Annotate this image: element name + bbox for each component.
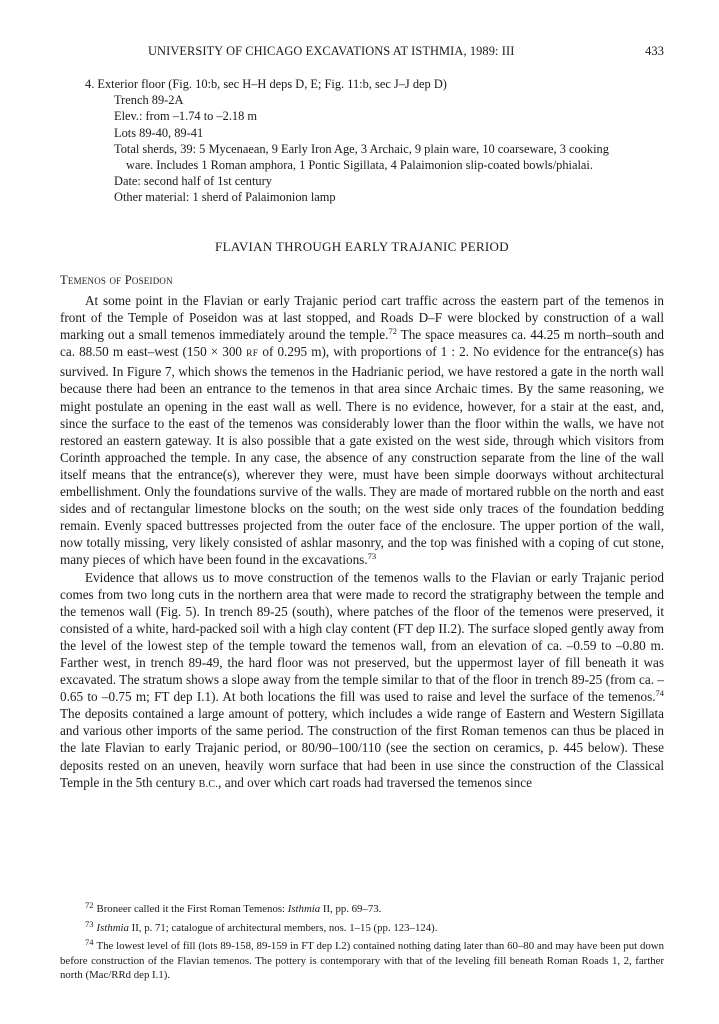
paragraph-2-part-b: The deposits contained a large amount of pottery, which includes a wide range of Eastern and Western Sigillata and various other imports of the same period. The construction of the first Roman temenos can thus be placed in the late Flavian to early Trajanic period, or 80/90–100/110 (see the section on ceramics, p. 445 below). These deposits rested on an uneven, heavily worn surface that had been in use since the construction of the Classical Temple in the 5th century xyxy=(60,706,664,790)
paragraph-2-part-c: , and over which cart roads had traversed the temenos since xyxy=(218,774,532,790)
footnotes xyxy=(60,898,664,983)
entry-lots: Lots 89-40, 89-41 xyxy=(114,125,204,140)
footnote-text: Broneer called it the First Roman Temenos: xyxy=(96,903,288,915)
rf-abbrev: RF xyxy=(246,349,259,360)
footnote-ref-74[interactable]: 74 xyxy=(655,688,664,699)
page-number: 433 xyxy=(645,44,664,58)
running-title: UNIVERSITY OF CHICAGO EXCAVATIONS AT ISTHMIA, 1989: III xyxy=(148,44,515,58)
footnote-72 xyxy=(60,898,664,917)
paragraph-2 xyxy=(60,569,664,793)
footnote-number: 72 xyxy=(85,900,94,910)
section-heading: FLAVIAN THROUGH EARLY TRAJANIC PERIOD xyxy=(215,239,509,254)
entry-other-material: Other material: 1 sherd of Palaimonion lamp xyxy=(114,190,336,205)
entry-sherds-line2: ware. Includes 1 Roman amphora, 1 Pontic Sigillata, 4 Palaimonion slip-coated bowls/phialai. xyxy=(126,158,593,173)
entry-trench: Trench 89-2A xyxy=(114,93,184,108)
paragraph-1 xyxy=(60,292,664,569)
footnote-number: 73 xyxy=(85,918,94,929)
footnote-ref-72[interactable]: 72 xyxy=(388,326,397,337)
paragraph-1-part-a: At some point in the Flavian or early Trajanic period cart traffic across the eastern part of the temenos in front of the Temple of Poseidon was at last stopped, and Roads D–F were blocked by construction of a wall marking out a small temenos immediately around the temple. xyxy=(60,293,664,343)
bc-abbrev: B.C. xyxy=(198,778,219,790)
body-text xyxy=(60,292,664,793)
subheading: Temenos of Poseidon xyxy=(60,273,173,287)
paragraph-1-part-b: The space measures ca. 44.25 m north–south and ca. 88.50 m east–west (150 × 300 xyxy=(60,327,664,360)
catalogue-entry xyxy=(85,76,675,206)
paragraph-2-part-a: Evidence that allows us to move construction of the temenos walls to the Flavian or early Trajanic period comes from two long cuts in the northern area that were made to record the stratigraphy between the temple and the temenos wall (Fig. 5). In trench 89-25 (south), where patches of the floor of the temenos were preserved, it consisted of a white, hard-packed soil with a high clay content (FT dep II.2). The surface sloped gently away from the level of the lowest step of the temple toward the temenos wall, from an elevation of ca. –0.59 to –0.80 m. Farther west, in trench 89-49, the hard floor was not preserved, but the uppermost layer of fill beneath it was excavated. The stratum shows a slope away from the temple similar to that of the floor in trench 89-25 (from ca. –0.65 to –0.75 m; FT dep I.1). At both locations the fill was used to raise and level the surface of the temenos. xyxy=(60,569,664,705)
footnote-number: 74 xyxy=(85,937,94,948)
footnote-text: II, pp. 69–73. xyxy=(320,903,382,915)
footnote-ref-73[interactable]: 73 xyxy=(367,551,377,562)
paragraph-1-part-c: of 0.295 m), with proportions of 1 : 2. No evidence for the entrance(s) has survived. In Figure 7, which shows the temenos in the Hadrianic period, we have restored a gate in the north wall because there had been an entrance to the temenos in that area since Archaic times. By the same reasoning, we might postulate an opening in the east wall as well. There is no evidence, however, for a stair at the east, and, since the surface to the east of the temenos was considerably lower than the floor within the walls, we have not restored an eastern gateway. It is also possible that a gate existed on the west side, through which visitors from Corinth approached the temple. In any case, the absence of any construction separate from the line of the wall itself means that the entrance(s), wherever they were, must have been simple doorways without architectural embellishment. Only the foundations survive of the walls. They are made of mortared rubble on the north and east sides and of rectangular limestone blocks on the south; on the west side only traces of the foundation bedding remain. Evenly spaced buttresses projected from the outer face of the enclosure. The upper portion of the wall, now totally missing, very likely consisted of ashlar masonry, and the top was finished with a coping of cut stone, many pieces of which have been found in the excavations. xyxy=(60,344,664,568)
footnote-italic: Isthmia xyxy=(96,921,129,934)
entry-sherds xyxy=(85,141,675,173)
footnote-text: II, p. 71; catalogue of architectural members, nos. 1–15 (pp. 123–124). xyxy=(128,921,438,934)
entry-sherds-line1: Total sherds, 39: 5 Mycenaean, 9 Early Iron Age, 3 Archaic, 9 plain ware, 10 coarseware, 3 cooking xyxy=(114,141,609,156)
entry-elevation: Elev.: from –1.74 to –2.18 m xyxy=(114,109,258,124)
entry-title: 4. Exterior floor (Fig. 10:b, sec H–H deps D, E; Fig. 11:b, sec J–J dep D) xyxy=(85,77,447,91)
footnote-73 xyxy=(60,917,664,936)
footnote-italic: Isthmia xyxy=(287,903,321,915)
footnote-text: The lowest level of fill (lots 89-158, 89-159 in FT dep I.2) contained nothing dating later than 60–80 and may have been put down before construction of the Flavian temenos. The pottery is contemporary with that of the leveling fill beneath Roman Roads 1, 2, farther north (Mac/RRd dep I.1). xyxy=(60,940,664,982)
footnote-74 xyxy=(60,935,664,983)
entry-date: Date: second half of 1st century xyxy=(114,174,272,189)
